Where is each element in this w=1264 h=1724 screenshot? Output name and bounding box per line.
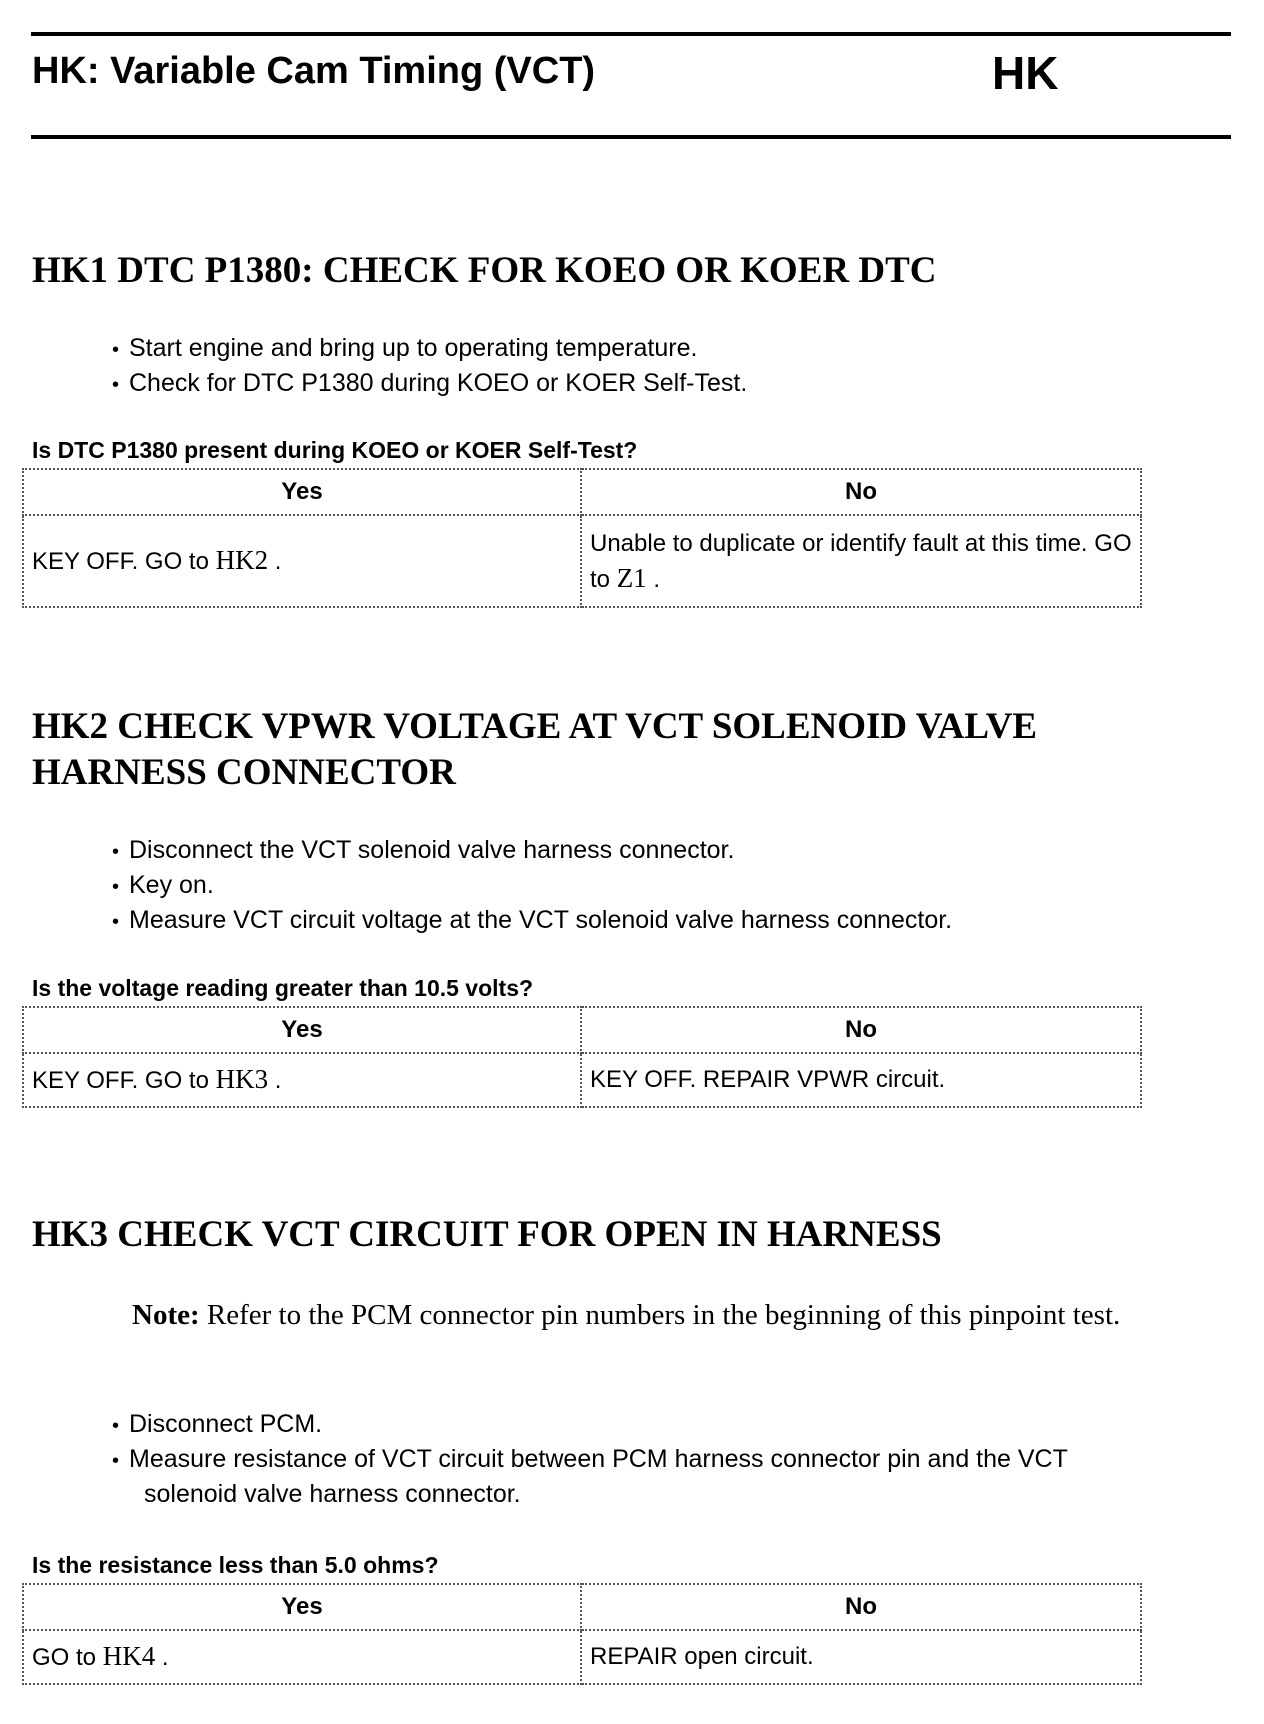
no-cell: REPAIR open circuit.	[581, 1630, 1141, 1684]
list-item: • Disconnect PCM.	[112, 1408, 1068, 1443]
yes-header: Yes	[23, 1584, 581, 1630]
list-item: • Measure resistance of VCT circuit between PCM harness connector pin and the VCT	[112, 1443, 1068, 1478]
hk1-steps	[112, 332, 747, 402]
hk3-decision-table	[22, 1583, 1142, 1685]
hk3-steps	[112, 1408, 1068, 1511]
section-code: HK	[992, 47, 1059, 99]
hk2-question: Is the voltage reading greater than 10.5 volts?	[32, 975, 534, 1001]
hk1-title: HK1 DTC P1380: CHECK FOR KOEO OR KOER DTC	[32, 250, 937, 291]
yes-cell: KEY OFF. GO to HK2 .	[23, 515, 581, 607]
yes-cell: KEY OFF. GO to HK3 .	[23, 1053, 581, 1107]
link-hk2[interactable]: HK2	[215, 545, 269, 575]
no-header: No	[581, 469, 1141, 515]
link-z1[interactable]: Z1	[616, 562, 647, 593]
no-cell: Unable to duplicate or identify fault at this time. GO to Z1 .	[581, 515, 1141, 607]
no-header: No	[581, 1584, 1141, 1630]
list-item: • Check for DTC P1380 during KOEO or KOER Self-Test.	[112, 367, 747, 402]
list-item: • Measure VCT circuit voltage at the VCT solenoid valve harness connector.	[112, 904, 952, 939]
hk1-decision-table	[22, 468, 1142, 608]
bullet-icon: •	[112, 339, 120, 361]
note-text: Refer to the PCM connector pin numbers in the beginning of this pinpoint test.	[206, 1299, 1121, 1331]
bullet-icon: •	[112, 876, 120, 898]
bullet-icon: •	[112, 1415, 120, 1437]
hk3-question: Is the resistance less than 5.0 ohms?	[32, 1552, 439, 1578]
bullet-icon: •	[112, 1450, 120, 1472]
hk1-question: Is DTC P1380 present during KOEO or KOER Self-Test?	[32, 437, 638, 463]
hk3-note	[132, 1296, 1222, 1334]
list-item: • Disconnect the VCT solenoid valve harness connector.	[112, 834, 952, 869]
bullet-icon: •	[112, 374, 120, 396]
no-cell: KEY OFF. REPAIR VPWR circuit.	[581, 1053, 1141, 1107]
page-title: HK: Variable Cam Timing (VCT)	[32, 50, 596, 92]
yes-header: Yes	[23, 469, 581, 515]
yes-header: Yes	[23, 1007, 581, 1053]
link-hk3[interactable]: HK3	[215, 1064, 269, 1094]
hk2-steps	[112, 834, 952, 939]
no-header: No	[581, 1007, 1141, 1053]
header-bottom-rule	[31, 135, 1231, 139]
bullet-icon: •	[112, 911, 120, 933]
hk2-title: HK2 CHECK VPWR VOLTAGE AT VCT SOLENOID VALVE HARNESS CONNECTOR	[32, 706, 1038, 793]
hk3-title: HK3 CHECK VCT CIRCUIT FOR OPEN IN HARNESS	[32, 1214, 942, 1255]
hk2-decision-table	[22, 1006, 1142, 1108]
list-item: • Start engine and bring up to operating temperature.	[112, 332, 747, 367]
yes-cell: GO to HK4 .	[23, 1630, 581, 1684]
bullet-icon: •	[112, 841, 120, 863]
link-hk4[interactable]: HK4	[102, 1641, 156, 1671]
header-top-rule	[31, 32, 1231, 36]
list-item: • Key on.	[112, 869, 952, 904]
note-label: Note:	[132, 1299, 200, 1331]
list-item: solenoid valve harness connector.	[144, 1480, 521, 1508]
